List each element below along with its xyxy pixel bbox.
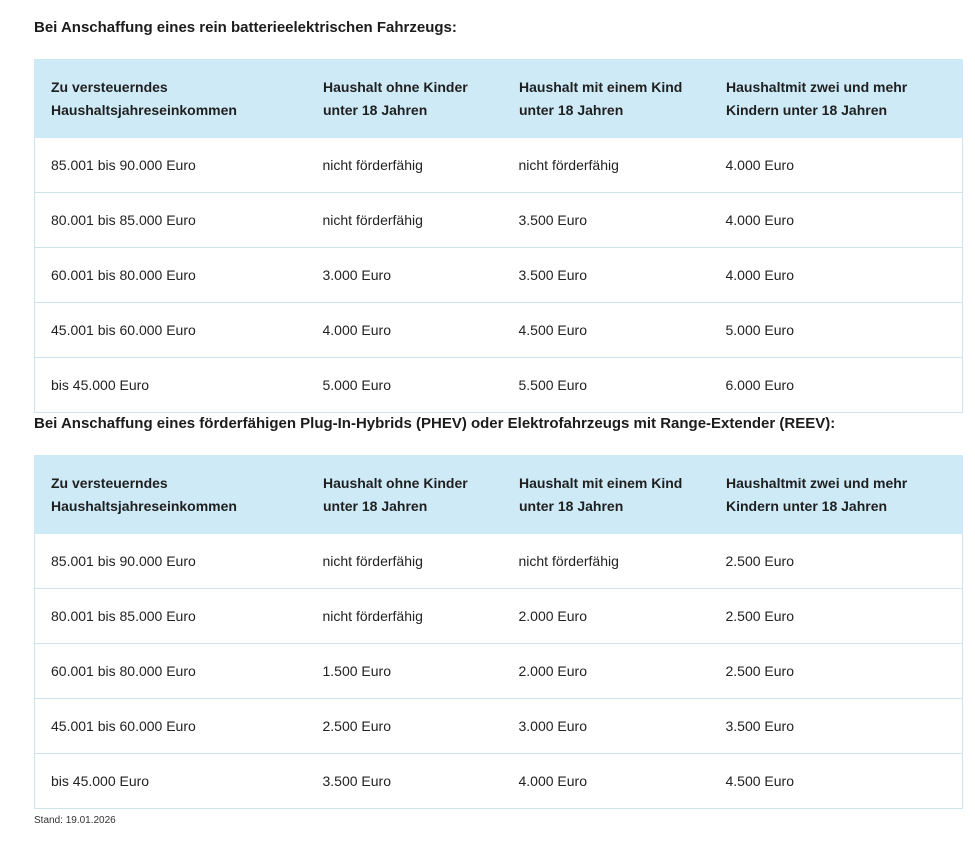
header-line: Zu versteuerndes: [51, 474, 168, 491]
cell-one-child: 2.000 Euro: [503, 589, 710, 644]
cell-one-child: 5.500 Euro: [503, 358, 710, 413]
table-header: [35, 456, 963, 534]
section-title-bev: Bei Anschaffung eines rein batterieelektrischen Fahrzeugs:: [34, 19, 457, 36]
header-line: unter 18 Jahren: [519, 497, 624, 514]
cell-income: 60.001 bis 80.000 Euro: [35, 644, 307, 699]
table-row: [35, 589, 963, 644]
cell-no-children: nicht förderfähig: [307, 193, 503, 248]
cell-one-child: nicht förderfähig: [503, 534, 710, 589]
table-header: [35, 60, 963, 138]
cell-two-plus-children: 4.500 Euro: [710, 754, 963, 809]
header-line: unter 18 Jahren: [519, 101, 624, 118]
header-line: Haushalt ohne Kinder: [323, 474, 468, 491]
header-line: Haushaltmit zwei und mehr: [726, 78, 908, 95]
header-row: [35, 456, 963, 534]
funding-table-phev: [34, 455, 963, 809]
table-row: [35, 534, 963, 589]
cell-no-children: 2.500 Euro: [307, 699, 503, 754]
header-no-children: [307, 456, 503, 534]
header-income: [35, 456, 307, 534]
cell-no-children: 5.000 Euro: [307, 358, 503, 413]
header-two-plus-children: [710, 60, 963, 138]
cell-income: 85.001 bis 90.000 Euro: [35, 138, 307, 193]
cell-one-child: 4.000 Euro: [503, 754, 710, 809]
table-row: [35, 644, 963, 699]
table-row: [35, 193, 963, 248]
header-two-plus-children: [710, 456, 963, 534]
header-one-child: [503, 60, 710, 138]
table-body: [35, 534, 963, 809]
cell-income: 45.001 bis 60.000 Euro: [35, 303, 307, 358]
cell-two-plus-children: 4.000 Euro: [710, 248, 963, 303]
cell-two-plus-children: 2.500 Euro: [710, 589, 963, 644]
header-one-child: [503, 456, 710, 534]
cell-two-plus-children: 6.000 Euro: [710, 358, 963, 413]
cell-two-plus-children: 5.000 Euro: [710, 303, 963, 358]
cell-income: bis 45.000 Euro: [35, 358, 307, 413]
cell-no-children: 1.500 Euro: [307, 644, 503, 699]
cell-income: 45.001 bis 60.000 Euro: [35, 699, 307, 754]
cell-one-child: 3.500 Euro: [503, 193, 710, 248]
table-row: [35, 138, 963, 193]
cell-one-child: nicht förderfähig: [503, 138, 710, 193]
header-line: Zu versteuerndes: [51, 78, 168, 95]
header-line: Haushaltmit zwei und mehr: [726, 474, 908, 491]
header-income: [35, 60, 307, 138]
header-row: [35, 60, 963, 138]
cell-one-child: 4.500 Euro: [503, 303, 710, 358]
cell-one-child: 3.000 Euro: [503, 699, 710, 754]
cell-two-plus-children: 4.000 Euro: [710, 193, 963, 248]
table-body: [35, 138, 963, 413]
header-line: Haushaltsjahreseinkommen: [51, 497, 237, 514]
header-line: Haushalt mit einem Kind: [519, 78, 683, 95]
cell-income: 85.001 bis 90.000 Euro: [35, 534, 307, 589]
header-line: Haushalt mit einem Kind: [519, 474, 683, 491]
cell-income: 80.001 bis 85.000 Euro: [35, 589, 307, 644]
cell-one-child: 2.000 Euro: [503, 644, 710, 699]
table-row: [35, 754, 963, 809]
section-title-phev: Bei Anschaffung eines förderfähigen Plug-In-Hybrids (PHEV) oder Elektrofahrzeugs mit Range-Extender (REEV):: [34, 415, 836, 432]
cell-one-child: 3.500 Euro: [503, 248, 710, 303]
stand-date: Stand: 19.01.2026: [34, 815, 116, 826]
table-row: [35, 303, 963, 358]
cell-no-children: nicht förderfähig: [307, 138, 503, 193]
table-row: [35, 699, 963, 754]
header-line: unter 18 Jahren: [323, 497, 428, 514]
table-row: [35, 248, 963, 303]
header-line: Kindern unter 18 Jahren: [726, 497, 888, 514]
header-no-children: [307, 60, 503, 138]
cell-income: 60.001 bis 80.000 Euro: [35, 248, 307, 303]
cell-no-children: 3.500 Euro: [307, 754, 503, 809]
cell-no-children: 3.000 Euro: [307, 248, 503, 303]
cell-income: 80.001 bis 85.000 Euro: [35, 193, 307, 248]
cell-no-children: nicht förderfähig: [307, 534, 503, 589]
cell-no-children: nicht förderfähig: [307, 589, 503, 644]
table-row: [35, 358, 963, 413]
header-line: Haushalt ohne Kinder: [323, 78, 468, 95]
cell-two-plus-children: 3.500 Euro: [710, 699, 963, 754]
header-line: Haushaltsjahreseinkommen: [51, 101, 237, 118]
cell-two-plus-children: 4.000 Euro: [710, 138, 963, 193]
header-line: unter 18 Jahren: [323, 101, 428, 118]
cell-no-children: 4.000 Euro: [307, 303, 503, 358]
cell-income: bis 45.000 Euro: [35, 754, 307, 809]
cell-two-plus-children: 2.500 Euro: [710, 534, 963, 589]
cell-two-plus-children: 2.500 Euro: [710, 644, 963, 699]
funding-table-bev: [34, 59, 963, 413]
header-line: Kindern unter 18 Jahren: [726, 101, 888, 118]
